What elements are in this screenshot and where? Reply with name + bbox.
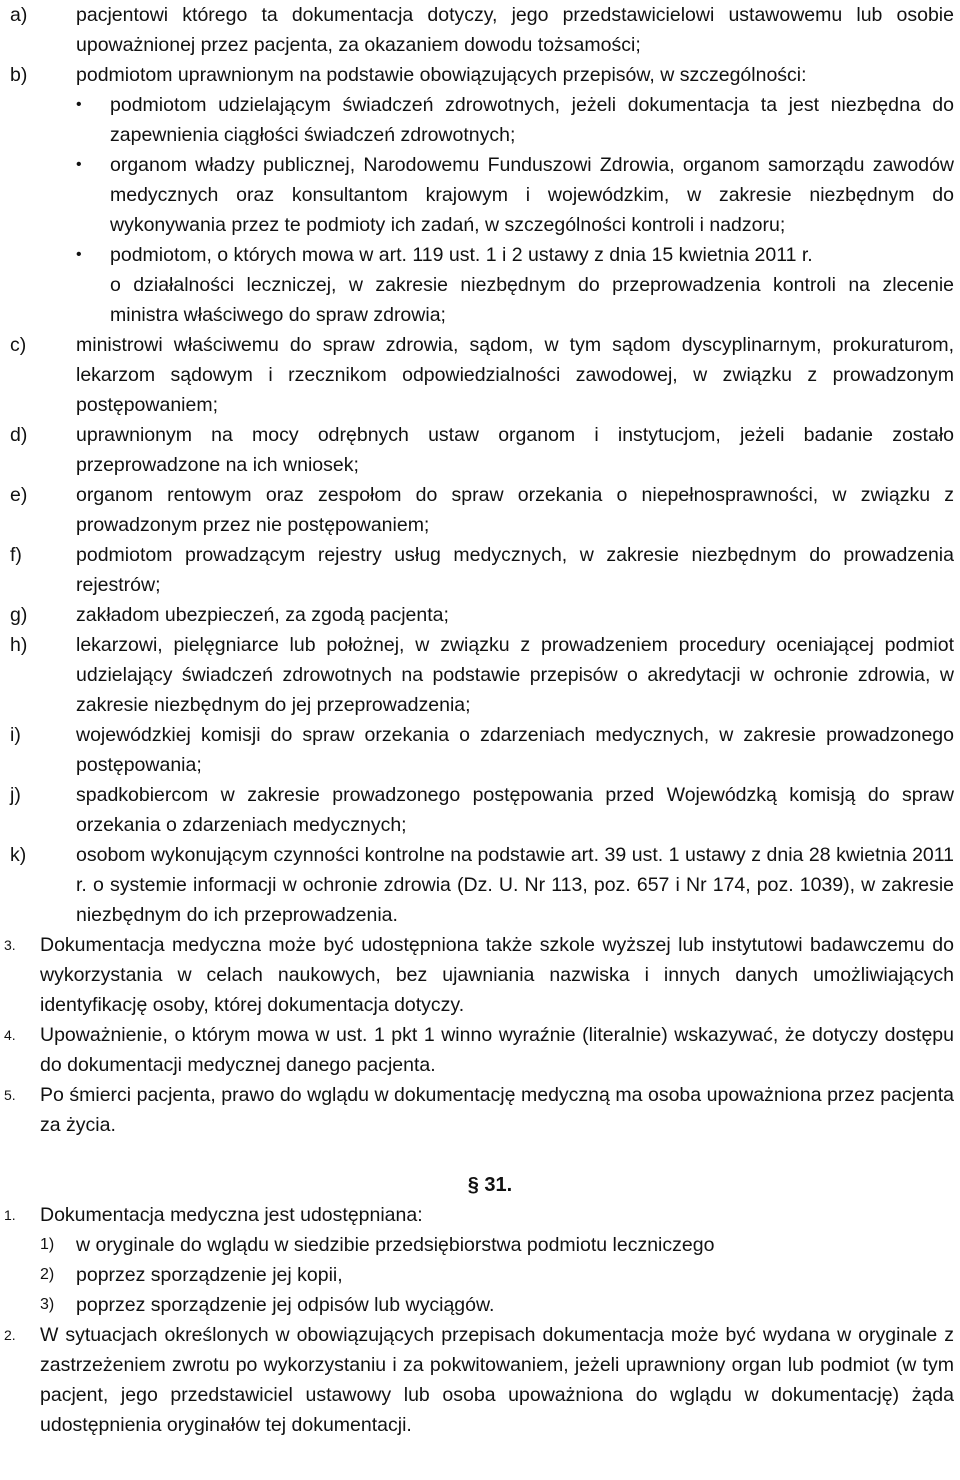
sub-item-1 (2, 1230, 954, 1260)
list-item-text: podmiotom prowadzącym rejestry usług medycznych, w zakresie niezbędnym do prowadzenia rejestrów; (76, 544, 954, 596)
sub-item-text: poprzez sporządzenie jej kopii, (76, 1264, 343, 1286)
list-item-text: lekarzowi, pielęgniarce lub położnej, w związku z prowadzeniem procedury oceniającej podmiot udzielający świadczeń zdrowotnych na podstawie przepisów o akredytacji w ochronie zdrowia, w zakresie niezbędnym do jej przeprowadzenia; (76, 634, 954, 716)
section-heading-text: § 31. (467, 1174, 513, 1196)
number-marker: 3. (4, 937, 16, 953)
numbered-item-4 (2, 1020, 954, 1080)
bullet-text: podmiotom, o których mowa w art. 119 ust. 1 i 2 ustawy z dnia 15 kwietnia 2011 r. (110, 244, 813, 266)
list-item-e (2, 480, 954, 540)
list-item-text: organom rentowym oraz zespołom do spraw orzekania o niepełnosprawności, w związku z prowadzonym przez nie postępowaniem; (76, 484, 954, 536)
list-marker: k) (10, 844, 27, 866)
list-item-k (2, 840, 954, 930)
list-item-text: uprawnionym na mocy odrębnych ustaw organom i instytucjom, jeżeli badanie zostało przeprowadzone na ich wniosek; (76, 424, 954, 476)
numbered-item-text: Upoważnienie, o którym mowa w ust. 1 pkt 1 winno wyraźnie (literalnie) wskazywać, że dotyczy dostępu do dokumentacji medycznej danego pacjenta. (40, 1024, 954, 1076)
list-marker: i) (10, 724, 21, 746)
sub-item-2 (2, 1260, 954, 1290)
number-marker: 1. (4, 1207, 16, 1223)
list-marker: e) (10, 484, 28, 506)
numbered-item-5 (2, 1080, 954, 1140)
number-marker: 5. (4, 1087, 16, 1103)
list-marker: b) (10, 64, 28, 86)
list-marker: a) (10, 4, 28, 26)
list-marker: d) (10, 424, 28, 446)
section-item-text: W sytuacjach określonych w obowiązujących przepisach dokumentacja może być wydana w oryginale z zastrzeżeniem zwrotu po wykorzystaniu i za pokwitowaniem, jeżeli uprawniony organ lub podmiot (w tym pacjent, jego przedstawiciel ustawowy lub osoba upoważniona do wglądu w dokumentację) żąda udostępnienia oryginałów tej dokumentacji. (40, 1324, 954, 1436)
bullet-continuation-text: o działalności leczniczej, w zakresie niezbędnym do przeprowadzenia kontroli na zlecenie ministra właściwego do spraw zdrowia; (110, 274, 954, 326)
list-item-g (2, 600, 954, 630)
bullet-icon: • (76, 246, 82, 263)
section-item-1 (2, 1200, 954, 1230)
list-item-text: zakładom ubezpieczeń, za zgodą pacjenta; (76, 604, 449, 626)
number-marker: 4. (4, 1027, 16, 1043)
sub-marker: 2) (40, 1266, 55, 1283)
list-item-j (2, 780, 954, 840)
list-item-text: spadkobiercom w zakresie prowadzonego postępowania przed Wojewódzką komisją do spraw orzekania o zdarzeniach medycznych; (76, 784, 954, 836)
list-marker: g) (10, 604, 28, 626)
numbered-item-text: Dokumentacja medyczna może być udostępniona także szkole wyższej lub instytutowi badawczemu do wykorzystania w celach naukowych, bez ujawniania nazwiska i innych danych umożliwiających identyfikację osoby, której dokumentacja dotyczy. (40, 934, 954, 1016)
section-heading (2, 1170, 954, 1200)
list-marker: j) (10, 784, 21, 806)
list-item-d (2, 420, 954, 480)
list-item-c (2, 330, 954, 420)
bullet-icon: • (76, 156, 82, 173)
list-item-a (2, 0, 954, 60)
list-item-text: wojewódzkiej komisji do spraw orzekania o zdarzeniach medycznych, w zakresie prowadzonego postępowania; (76, 724, 954, 776)
bullet-item (2, 150, 954, 240)
bullet-continuation (2, 270, 954, 330)
list-marker: f) (10, 544, 22, 566)
list-item-text: osobom wykonującym czynności kontrolne na podstawie art. 39 ust. 1 ustawy z dnia 28 kwietnia 2011 r. o systemie informacji w ochronie zdrowia (Dz. U. Nr 113, poz. 657 i Nr 174, poz. 1039), w zakresie niezbędnym do ich przeprowadzenia. (76, 844, 954, 926)
list-item-f (2, 540, 954, 600)
numbered-item-text: Po śmierci pacjenta, prawo do wglądu w dokumentację medyczną ma osoba upoważniona przez pacjenta za życia. (40, 1084, 954, 1136)
sub-item-3 (2, 1290, 954, 1320)
list-item-h (2, 630, 954, 720)
bullet-text: podmiotom udzielającym świadczeń zdrowotnych, jeżeli dokumentacja ta jest niezbędna do zapewnienia ciągłości świadczeń zdrowotnych; (110, 94, 954, 146)
list-item-i (2, 720, 954, 780)
bullet-icon: • (76, 96, 82, 113)
list-item-text: podmiotom uprawnionym na podstawie obowiązujących przepisów, w szczególności: (76, 64, 807, 86)
number-marker: 2. (4, 1327, 16, 1343)
sub-item-text: w oryginale do wglądu w siedzibie przedsiębiorstwa podmiotu leczniczego (76, 1234, 715, 1256)
list-item-text: pacjentowi którego ta dokumentacja dotyczy, jego przedstawicielowi ustawowemu lub osobie upoważnionej przez pacjenta, za okazaniem dowodu tożsamości; (76, 4, 954, 56)
list-item-text: ministrowi właściwemu do spraw zdrowia, sądom, w tym sądom dyscyplinarnym, prokuraturom, lekarzom sądowym i rzecznikom odpowiedzialności zawodowej, w związku z prowadzonym postępowaniem; (76, 334, 954, 416)
sub-item-text: poprzez sporządzenie jej odpisów lub wyciągów. (76, 1294, 495, 1316)
numbered-item-3 (2, 930, 954, 1020)
section-item-text: Dokumentacja medyczna jest udostępniana: (40, 1204, 423, 1226)
bullet-text: organom władzy publicznej, Narodowemu Funduszowi Zdrowia, organom samorządu zawodów medycznych oraz konsultantom krajowym i wojewódzkim, w zakresie niezbędnym do wykonywania przez te podmioty ich zadań, w szczególności kontroli i nadzoru; (110, 154, 954, 236)
sub-marker: 1) (40, 1236, 55, 1253)
sub-marker: 3) (40, 1296, 55, 1313)
list-marker: c) (10, 334, 27, 356)
bullet-item (2, 90, 954, 150)
bullet-item (2, 240, 954, 270)
list-marker: h) (10, 634, 28, 656)
list-item-b (2, 60, 954, 90)
section-item-2 (2, 1320, 954, 1440)
